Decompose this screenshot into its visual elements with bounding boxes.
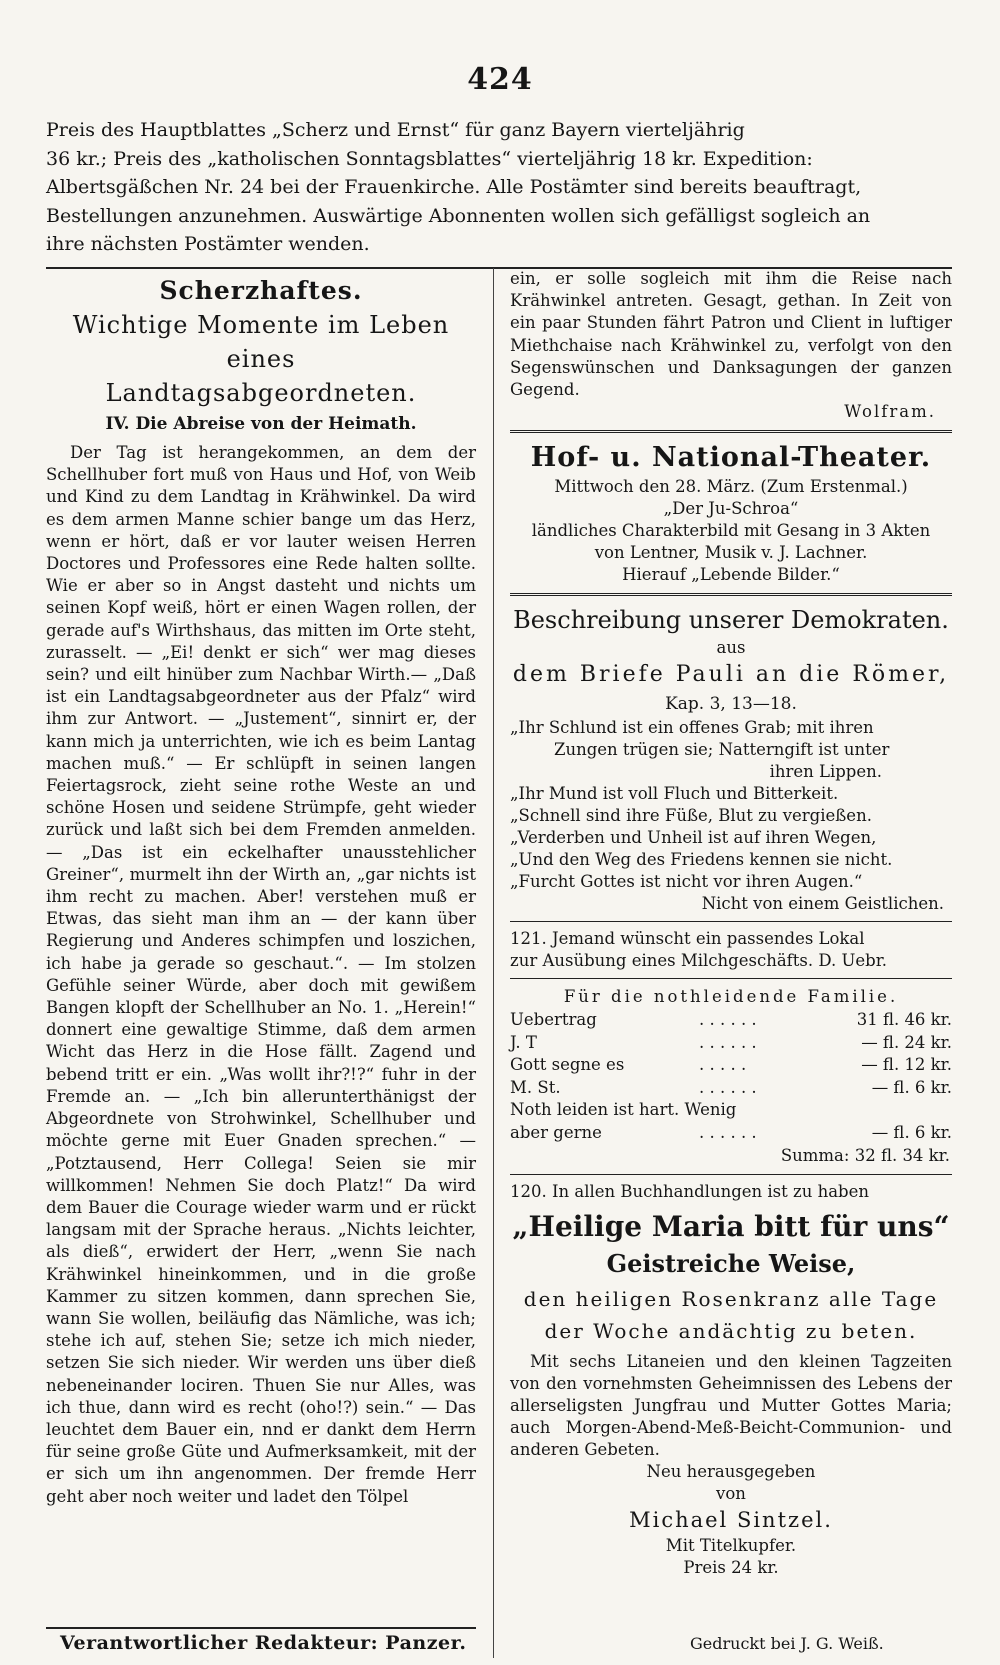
fund-row — [510, 1077, 952, 1100]
divider — [510, 430, 952, 433]
book-price: Preis 24 kr. — [683, 1558, 779, 1578]
divider — [510, 1174, 952, 1175]
book-advertisement — [510, 1181, 952, 1579]
article-continuation: ein, er solle sogleich mit ihm die Reise nach Krähwinkel antreten. Gesagt, gethan. In Zeit von ein paar Stunden fährt Patron und Client in luftiger Miethchaise nach Krähwinkel zu, verfolgt von den Segenswünschen und Danksagungen der ganzen Gegend. — [510, 269, 952, 400]
book-subtitle: Geistreiche Weise, — [606, 1249, 856, 1279]
fund-label: M. St. — [510, 1077, 561, 1097]
left-column — [46, 268, 476, 1508]
verse-line: „Schnell sind ihre Füße, Blut zu vergießen. — [510, 806, 872, 826]
page-number: 424 — [467, 62, 533, 97]
fund-label: aber gerne — [510, 1122, 602, 1142]
book-von: von — [716, 1484, 746, 1504]
divider — [510, 921, 952, 922]
democrats-aus: aus — [716, 638, 746, 658]
democrats-heading: Beschreibung unserer Demokraten. — [513, 606, 949, 635]
book-copper: Mit Titelkupfer. — [665, 1536, 797, 1556]
fund-summa — [510, 1144, 952, 1168]
fund-dots: . . . . . . — [698, 1032, 757, 1052]
book-description: den heiligen Rosenkranz alle Tage — [523, 1287, 939, 1312]
fund-label: Gott segne es — [510, 1055, 625, 1075]
theater-notice — [510, 440, 952, 586]
theater-play-desc: ländliches Charakterbild mit Gesang in 3 Akten — [531, 521, 931, 541]
fund-row — [510, 1032, 952, 1055]
verse-line: „Ihr Schlund ist ein offenes Grab; mit ihren — [510, 718, 874, 738]
fund-amount: 31 fl. 46 kr. — [856, 1010, 952, 1030]
theater-play-title: „Der Ju-Schroa“ — [663, 499, 799, 519]
subscription-line: Albertsgäßchen Nr. 24 bei der Frauenkirche. Alle Postämter sind bereits beauftragt, — [46, 176, 862, 198]
classified-line: zur Ausübung eines Milchgeschäfts. D. Uebr. — [510, 951, 888, 971]
article-signature: Wolfram. — [844, 402, 936, 422]
book-intro: 120. In allen Buchhandlungen ist zu haben — [510, 1182, 870, 1202]
fund-row — [510, 1099, 952, 1122]
democrats-reference: Kap. 3, 13—18. — [665, 694, 797, 715]
democrats-source: dem Briefe Pauli an die Römer, — [512, 662, 950, 688]
subscription-line: Bestellungen anzunehmen. Auswärtige Abonnenten wollen sich gefälligst sogleich an — [46, 204, 871, 227]
book-body: Mit sechs Litaneien und den kleinen Tagzeiten von den vornehmsten Geheimnissen des Lebens der allerseligsten Jungfrau und Mutter Gottes Maria; auch Morgen-Abend-Meß-Beicht-Communion- und anderen Gebeten. — [510, 1352, 952, 1460]
fund-heading: Für die nothleidende Familie. — [563, 987, 899, 1007]
verse-line: „Ihr Mund ist voll Fluch und Bitterkeit. — [510, 784, 839, 804]
verse-line: ihren Lippen. — [769, 762, 882, 782]
subscription-line: Preis des Hauptblattes „Scherz und Ernst“ für ganz Bayern vierteljährig — [46, 119, 745, 141]
fund-amount: — fl. 6 kr. — [871, 1077, 952, 1097]
divider — [510, 593, 952, 596]
fund-label: Uebertrag — [510, 1010, 597, 1030]
verse-line: „Verderben und Unheil ist auf ihren Wegen, — [510, 828, 877, 848]
classified-121 — [510, 928, 952, 972]
fund-dots: . . . . . — [698, 1055, 747, 1075]
section-title: Scherzhaftes. — [159, 276, 363, 305]
democrats-piece — [510, 603, 952, 915]
book-description: der Woche andächtig zu beten. — [544, 1319, 918, 1344]
summa-value: 32 fl. 34 kr. — [854, 1146, 950, 1166]
fund-label: Noth leiden ist hart. Wenig — [510, 1100, 737, 1120]
fund-amount: — fl. 6 kr. — [871, 1122, 952, 1142]
theater-authors: von Lentner, Musik v. J. Lachner. — [594, 543, 868, 563]
fund-row — [510, 1122, 952, 1145]
theater-followup: Hierauf „Lebende Bilder.“ — [622, 565, 840, 585]
fund-row — [510, 1009, 952, 1032]
theater-heading: Hof- u. National-Theater. — [530, 442, 932, 474]
article-paragraph: Der Tag ist herangekommen, an dem der Schellhuber fort muß von Haus und Hof, von Weib und Kind zu dem Landtag in Krähwinkel. Da wird es dem armen Manne schier bange um das Herz, wenn er hört, daß er vor lauter weisen Herren Doctores und Professores eine Rede halten sollte. Wie er aber so in Angst dasteht und nichts um seinen Kopf weiß, hört er einen Wagen rollen, der gerade auf's Wirthshaus, das mitten im Orte steht, zurasselt. — „Ei! denkt er sich“ wer mag dieses sein? und eilt hinüber zum Nachbar Wirth.— „Daß ist ein Landtagsabgeordneter aus der Pfalz“ wird ihm zur Antwort. — „Justement“, sinnirt er, der kann mich ja unterrichten, wie ich es beim Lantag machen muß.“ — Er schlüpft in seinen langen Feiertagsrock, zieht seine rothe Weste an und schöne Hosen und seidene Strümpfe, geht wieder zurück und laßt sich bei dem Fremden anmelden. — „Das ist ein eckelhafter unausstehlicher Greiner“, murmelt ihn der Wirth an, „gar nichts ist ihm recht zu machen. Aber! verstehen muß er Etwas, das sieht man ihm an — der kann über Regierung und Anderes schimpfen und loszichen, ich habe ja gerade so geschaut.“. — Im stolzen Gefühle seiner Würde, aber doch mit gewißem Bangen klopft der Schellhuber an No. 1. „Herein!“ donnert eine gewaltige Stimme, daß dem armen Wicht das Herz in die Hose fällt. Zagend und bebend tritt er ein. „Was wollt ihr?!?“ fuhr in der Fremde an. — „Ich bin allerunterthänigst der Abgeordnete von Strohwinkel, Schellhuber und möchte gerne mit Euer Gnaden sprechen.“ — „Potztausend, Herr Collega! Seien sie mir willkommen! Nehmen Sie doch Platz!“ Da wird dem Bauer die Courage wieder warm und er rückt langsam mit der Sprache heraus. „Nichts leichter, als dieß“, erwidert der Herr, „wenn Sie nach Krähwinkel hineinkommen, und in die große Kammer zu sitzen kommen, dann sprechen Sie, wann Sie wollen, beiläufig das Nämliche, was ich; stehe ich auf, stehen Sie; setze ich mich nieder, setzen Sie sich nieder. Wir werden uns über dieß nebeneinander lociren. Thuen Sie nur Alles, was ich thue, dann wird es recht (oho!?) sein.“ — Das leuchtet dem Bauer ein, nnd er dankt dem Herrn für seine große Güte und Aufmerksamkeit, mit der er sich um ihn angenommen. Der fremde Herr geht aber noch weiter und ladet den Tölpel — [46, 443, 476, 1506]
book-title: „Heilige Maria bitt für uns“ — [512, 1210, 950, 1244]
fund-list — [510, 985, 952, 1168]
verse-line: Zungen trügen sie; Natterngift ist unter — [554, 740, 890, 760]
summa-label: Summa: — [780, 1146, 850, 1166]
printer-credit: Gedruckt bei J. G. Weiß. — [690, 1634, 884, 1653]
editor-credit: Verantwortlicher Redakteur: Panzer. — [60, 1632, 467, 1654]
fund-amount: — fl. 24 kr. — [861, 1032, 952, 1052]
book-author: Michael Sintzel. — [629, 1508, 833, 1533]
subscription-line: ihre nächsten Postämter wenden. — [46, 233, 370, 255]
fund-dots: . . . . . . — [698, 1077, 757, 1097]
fund-dots: . . . . . . — [698, 1122, 757, 1142]
verse-attribution: Nicht von einem Geistlichen. — [701, 894, 944, 914]
fund-row — [510, 1054, 952, 1077]
fund-table — [510, 1009, 952, 1144]
fund-amount: — fl. 12 kr. — [861, 1055, 952, 1075]
article-title: Wichtige Momente im Leben eines — [72, 311, 450, 373]
verse-line: „Und den Weg des Friedens kennen sie nicht. — [510, 850, 893, 870]
column-divider — [493, 268, 494, 1658]
article-subtitle: IV. Die Abreise von der Heimath. — [105, 414, 417, 434]
fund-dots: . . . . . . — [698, 1010, 757, 1030]
classified-line: 121. Jemand wünscht ein passendes Lokal — [510, 929, 865, 949]
subscription-line: 36 kr.; Preis des „katholischen Sonntagsblattes“ vierteljährig 18 kr. Expedition: — [46, 147, 813, 170]
verse-line: „Furcht Gottes ist nicht vor ihren Augen.“ — [510, 872, 863, 892]
right-column — [510, 268, 952, 1579]
fund-label: J. T — [510, 1032, 537, 1052]
article-title: Landtagsabgeordneten. — [105, 379, 417, 407]
theater-date: Mittwoch den 28. März. (Zum Erstenmal.) — [554, 477, 908, 497]
book-edition: Neu herausgegeben — [646, 1462, 816, 1482]
divider — [510, 978, 952, 979]
subscription-notice — [46, 116, 952, 259]
